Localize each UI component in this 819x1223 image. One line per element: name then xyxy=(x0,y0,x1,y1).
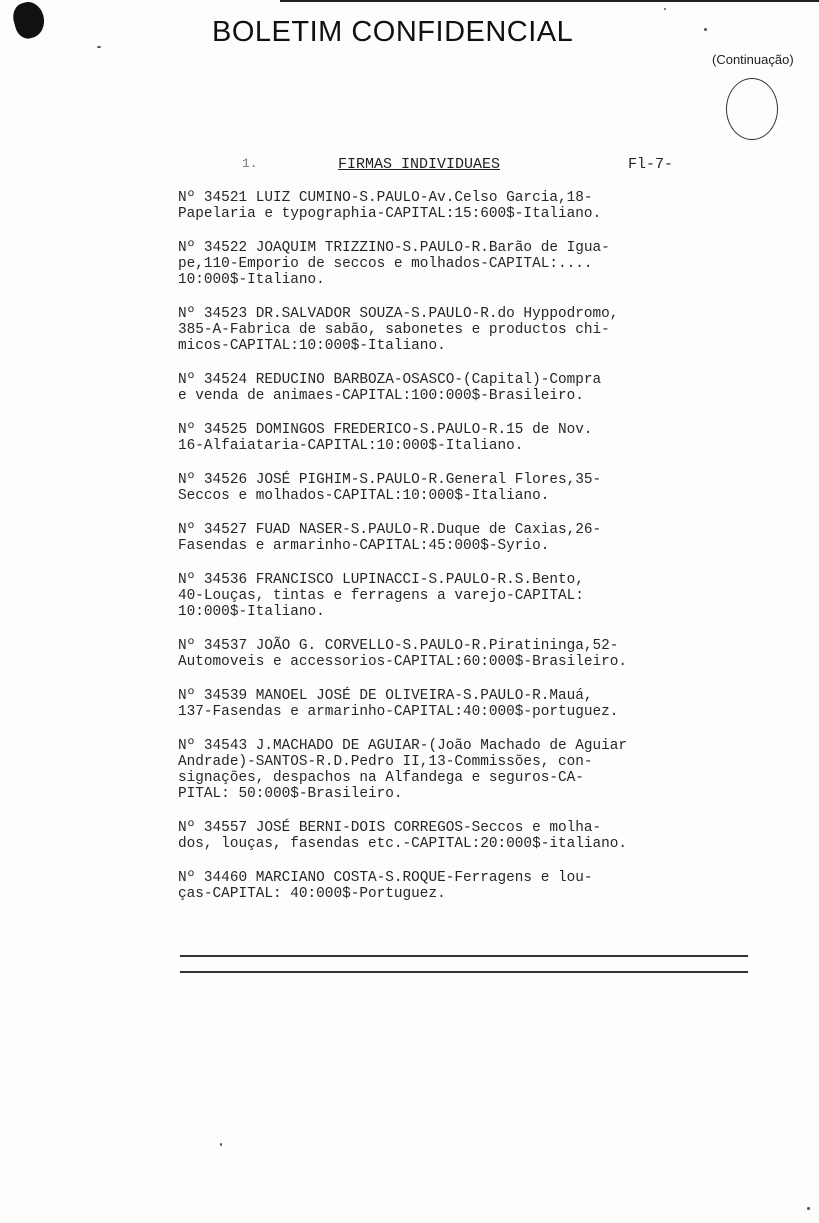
entry xyxy=(178,820,708,852)
entry xyxy=(178,306,708,355)
entry xyxy=(178,572,708,621)
speck xyxy=(807,1207,810,1210)
closing-rule xyxy=(180,955,748,957)
entry xyxy=(178,738,708,803)
entry-line: 40-Louças, tintas e ferragens a varejo-CAPITAL: xyxy=(178,587,584,604)
entry-line: PITAL: 50:000$-Brasileiro. xyxy=(178,786,403,803)
entry-line: pe,110-Emporio de seccos e molhados-CAPITAL:.... xyxy=(178,256,593,273)
entry-line: Nº 34537 JOÃO G. CORVELLO-S.PAULO-R.Piratininga,52- xyxy=(178,637,619,654)
entry-line: Automoveis e accessorios-CAPITAL:60:000$-Brasileiro. xyxy=(178,654,628,671)
entry-line: Nº 34543 J.MACHADO DE AGUIAR-(João Machado de Aguiar xyxy=(178,737,628,754)
speck xyxy=(664,8,666,10)
entry xyxy=(178,688,708,720)
page-title: BOLETIM CONFIDENCIAL xyxy=(212,16,574,48)
section-heading: FIRMAS INDIVIDUAES xyxy=(338,156,501,173)
section-header xyxy=(178,156,698,178)
speck xyxy=(704,28,707,31)
speck xyxy=(97,46,101,48)
section-mark: 1. xyxy=(242,156,258,171)
entry-line: signações, despachos na Alfandega e seguros-CA- xyxy=(178,770,584,787)
entry xyxy=(178,190,708,222)
entry xyxy=(178,638,708,670)
entry-line: Nº 34527 FUAD NASER-S.PAULO-R.Duque de Caxias,26- xyxy=(178,521,602,538)
entry xyxy=(178,240,708,289)
entry-line: Nº 34521 LUIZ CUMINO-S.PAULO-Av.Celso Garcia,18- xyxy=(178,190,593,206)
entry-line: e venda de animaes-CAPITAL:100:000$-Brasileiro. xyxy=(178,388,584,405)
entry-line: 137-Fasendas e armarinho-CAPITAL:40:000$-portuguez. xyxy=(178,703,619,720)
entry-line: Nº 34522 JOAQUIM TRIZZINO-S.PAULO-R.Barão de Igua- xyxy=(178,239,610,256)
entry-line: micos-CAPITAL:10:000$-Italiano. xyxy=(178,338,446,355)
entry-line: 385-A-Fabrica de sabão, sabonetes e productos chi- xyxy=(178,322,610,339)
entry-line: ças-CAPITAL: 40:000$-Portuguez. xyxy=(178,886,446,903)
entry-line: 10:000$-Italiano. xyxy=(178,272,325,289)
entry-line: Nº 34524 REDUCINO BARBOZA-OSASCO-(Capital)-Compra xyxy=(178,372,602,389)
entry-line: Nº 34539 MANOEL JOSÉ DE OLIVEIRA-S.PAULO-R.Mauá, xyxy=(178,687,593,704)
speck xyxy=(220,1143,222,1146)
entry-line: Andrade)-SANTOS-R.D.Pedro II,13-Commissões, con- xyxy=(178,753,593,770)
entry-line: Nº 34526 JOSÉ PIGHIM-S.PAULO-R.General Flores,35- xyxy=(178,471,602,488)
entry-line: Papelaria e typographia-CAPITAL:15:600$-Italiano. xyxy=(178,206,602,223)
entry-list xyxy=(178,190,708,920)
entry-line: Nº 34525 DOMINGOS FREDERICO-S.PAULO-R.15 de Nov. xyxy=(178,422,593,439)
page-number: Fl-7- xyxy=(628,156,674,173)
entry xyxy=(178,422,708,454)
entry-line: dos, louças, fasendas etc.-CAPITAL:20:000$-italiano. xyxy=(178,836,628,853)
entry-line: 16-Alfaiataria-CAPITAL:10:000$-Italiano. xyxy=(178,438,524,455)
entry-line: 10:000$-Italiano. xyxy=(178,604,325,621)
entry-line: Fasendas e armarinho-CAPITAL:45:000$-Syrio. xyxy=(178,538,550,555)
ink-blot xyxy=(10,0,48,41)
continuation-label: (Continuação) xyxy=(712,52,794,67)
entry-line: Nº 34460 MARCIANO COSTA-S.ROQUE-Ferragens e lou- xyxy=(178,869,593,886)
stamp-circle xyxy=(726,78,778,140)
top-edge-rule xyxy=(280,0,819,2)
entry-line: Nº 34536 FRANCISCO LUPINACCI-S.PAULO-R.S.Bento, xyxy=(178,571,584,588)
entry-line: Nº 34557 JOSÉ BERNI-DOIS CORREGOS-Seccos e molha- xyxy=(178,819,602,836)
entry-line: Seccos e molhados-CAPITAL:10:000$-Italiano. xyxy=(178,488,550,505)
closing-rule xyxy=(180,971,748,973)
entry xyxy=(178,522,708,554)
entry xyxy=(178,870,708,902)
entry-line: Nº 34523 DR.SALVADOR SOUZA-S.PAULO-R.do Hyppodromo, xyxy=(178,306,619,323)
entry xyxy=(178,372,708,404)
entry xyxy=(178,472,708,504)
